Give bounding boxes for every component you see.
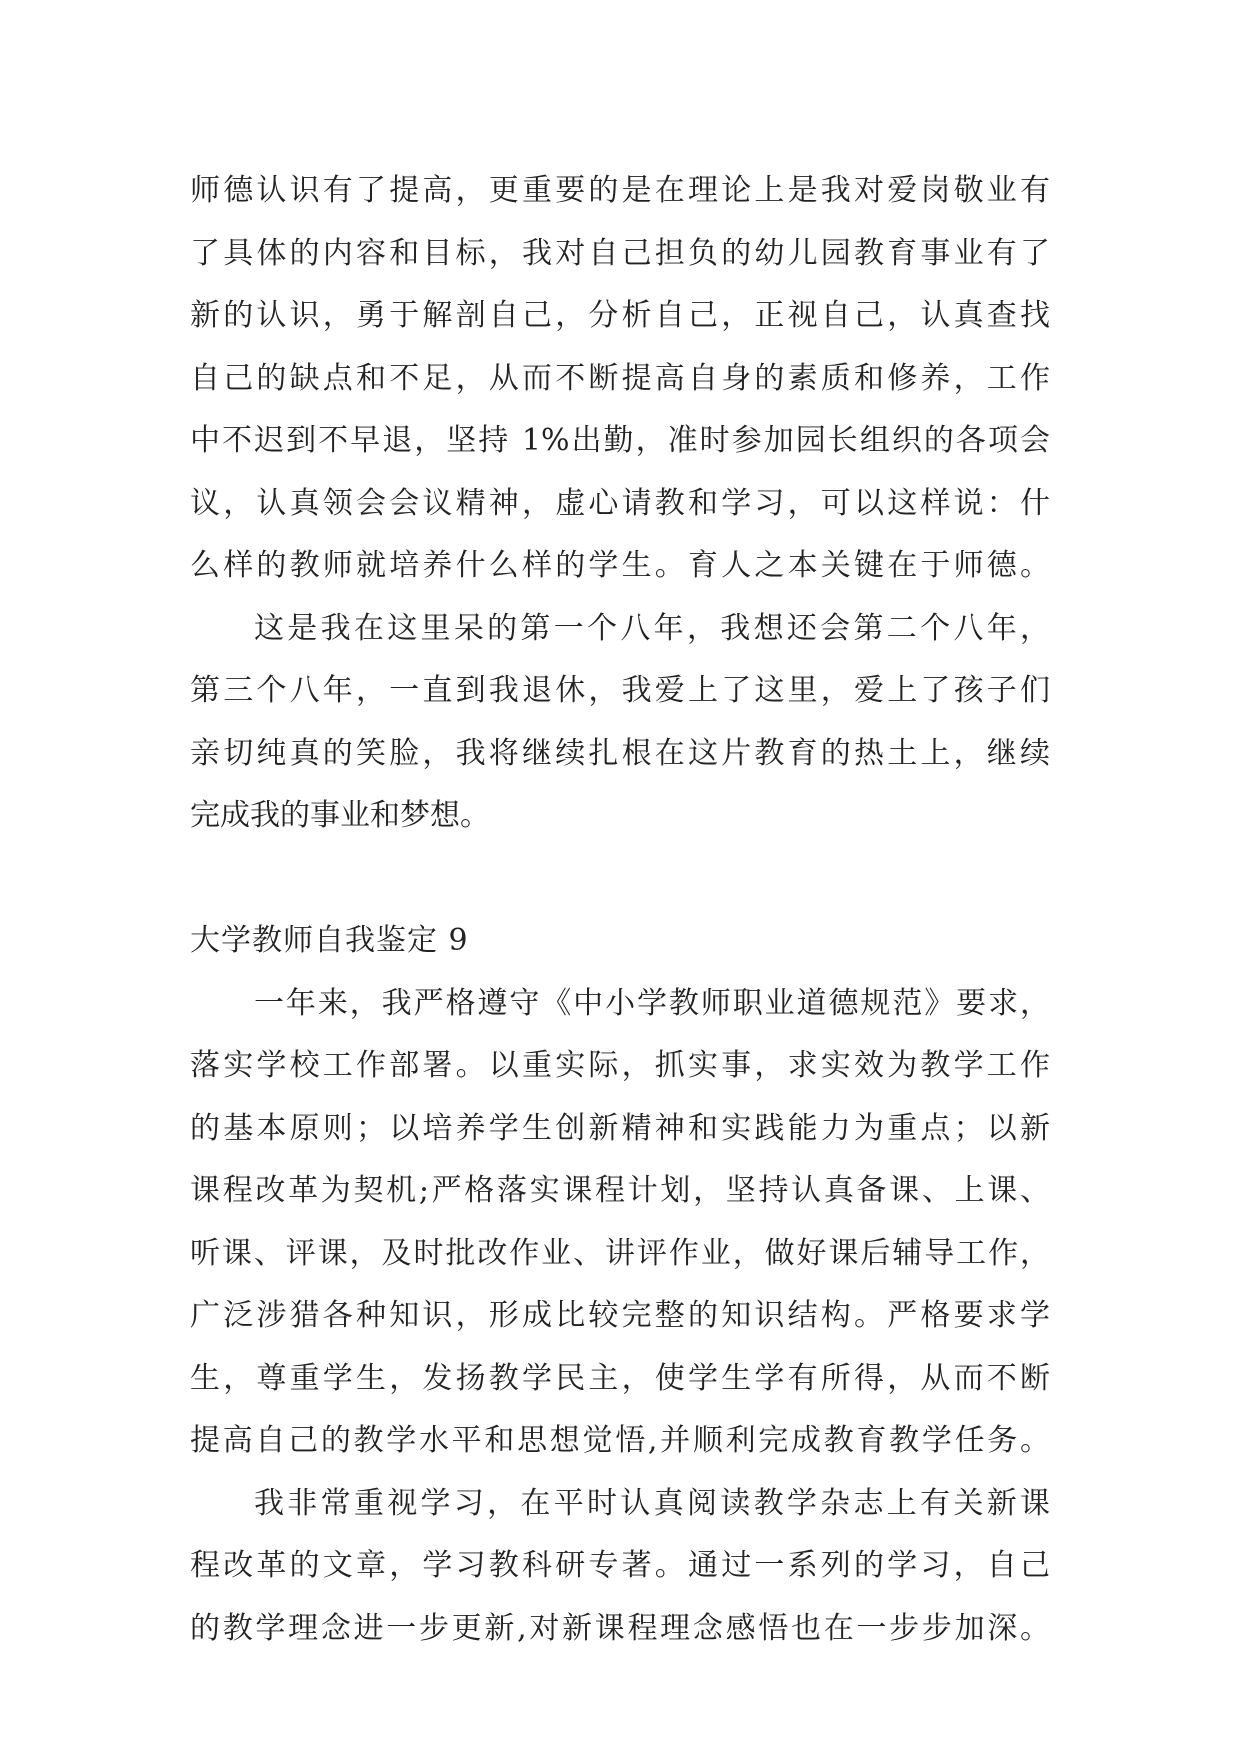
text-line: 中不迟到不早退，坚持 1%出勤，准时参加园长组织的各项会	[190, 423, 1050, 458]
paragraph-teacher-ethics	[190, 160, 1050, 598]
document-body	[190, 160, 1050, 1660]
text-line: 亲切纯真的笑脸，我将继续扎根在这片教育的热土上，继续	[190, 735, 1050, 771]
text-line: 自己的缺点和不足，从而不断提高自身的素质和修养，工作	[190, 360, 1050, 396]
text-line: 的基本原则；以培养学生创新精神和实践能力为重点；以新	[190, 1110, 1050, 1146]
text-line: 第三个八年，一直到我退休，我爱上了这里，爱上了孩子们	[190, 673, 1050, 708]
text-line: 议，认真领会会议精神，虚心请教和学习，可以这样说：什	[190, 485, 1050, 521]
text-line: 课程改革为契机;严格落实课程计划，坚持认真备课、上课、	[190, 1173, 1050, 1208]
text-line: 听课、评课，及时批改作业、讲评作业，做好课后辅导工作，	[190, 1235, 1050, 1271]
text-line: 新的认识，勇于解剖自己，分析自己，正视自己，认真查找	[190, 298, 1050, 333]
text-line: 我非常重视学习，在平时认真阅读教学杂志上有关新课	[254, 1485, 1050, 1521]
text-line: 了具体的内容和目标，我对自己担负的幼儿园教育事业有了	[190, 235, 1050, 271]
text-line: 师德认识有了提高，更重要的是在理论上是我对爱岗敬业有	[190, 173, 1050, 208]
paragraph-eight-years	[190, 598, 1050, 848]
text-line: 生，尊重学生，发扬教学民主，使学生学有所得，从而不断	[190, 1360, 1050, 1396]
paragraph-study	[190, 1473, 1050, 1661]
text-line: 么样的教师就培养什么样的学生。育人之本关键在于师德。	[190, 548, 1050, 583]
text-line: 广泛涉猎各种知识，形成比较完整的知识结构。严格要求学	[190, 1298, 1050, 1333]
text-line: 程改革的文章，学习教科研专著。通过一系列的学习，自己	[190, 1548, 1050, 1583]
text-line: 这是我在这里呆的第一个八年，我想还会第二个八年，	[254, 610, 1050, 646]
text-line: 提高自己的教学水平和思想觉悟,并顺利完成教育教学任务。	[190, 1423, 1050, 1458]
text-line: 完成我的事业和梦想。	[190, 798, 490, 833]
section-gap	[190, 848, 1050, 911]
text-line: 一年来，我严格遵守《中小学教师职业道德规范》要求，	[254, 985, 1050, 1021]
text-line: 落实学校工作部署。以重实际，抓实事，求实效为教学工作	[190, 1048, 1050, 1083]
section-heading: 大学教师自我鉴定 9	[190, 923, 469, 958]
paragraph-year-summary	[190, 973, 1050, 1473]
text-line: 的教学理念进一步更新,对新课程理念感悟也在一步步加深。	[190, 1610, 1050, 1646]
